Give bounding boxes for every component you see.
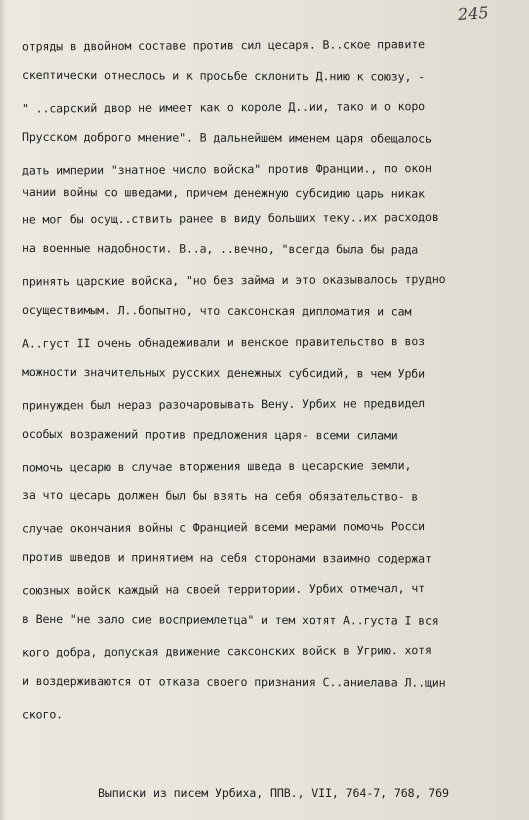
text-line: ского. xyxy=(21,706,64,722)
text-line: союзных войск каждый на своей территории. Урбих отмечал, чт xyxy=(21,581,426,598)
text-line: Прусском доброго мнение". В дальнейшем именем царя обещалось xyxy=(21,129,432,146)
text-line: особых возражений против предложения царя- всеми силами xyxy=(21,426,398,443)
text-line: случае окончания войны с Францией всеми мерами помочь Росси xyxy=(21,519,426,536)
text-line: на военные надобности. В..а, ..вечно, "всегда была бы рада xyxy=(21,241,419,257)
text-line: скептически отнеслось и к просьбе склонить Д.нию к союзу, - xyxy=(21,67,426,84)
text-line: осуществимым. Л..бопытно, что саксонская дипломатия и сам xyxy=(21,303,412,319)
text-line: " ..сарский двор не имеет как о короле Д..ии, тако и о коро xyxy=(21,98,426,116)
body-text xyxy=(22,30,521,729)
page-edge-shadow xyxy=(0,0,6,820)
text-line: дать империи "знатное число войска" против Франции., по окон xyxy=(21,160,432,178)
page-number: 245 xyxy=(457,2,490,25)
text-line: за что цесарь должен был бы взять на себя обязательство- в xyxy=(21,488,419,505)
text-line: в Вене "не зало сие восприемлетца" и тем хотят А..густа I вся xyxy=(21,611,439,628)
text-line: и воздерживаются от отказа своего признания С..аниелава Л..щин xyxy=(21,673,446,690)
text-line: принять царские войска, "но без займа и это оказывалось трудно xyxy=(21,272,446,289)
text-line: А..густ II очень обнадеживали и венское правительство в воз xyxy=(21,334,426,351)
text-line: не мог бы осущ..ствить ранее в виду больших теку..их расходов xyxy=(21,210,439,227)
text-line: чании войны со шведами, причем денежную субсидию царь никак xyxy=(21,185,426,202)
text-line: принужден был нераз разочаровывать Вену. Урбих не предвидел xyxy=(21,395,426,413)
text-line: кого добра, допуская движение саксонских войск в Угрию. хотя xyxy=(21,642,432,660)
text-line: отряды в двойном составе против сил цесаря. В..ское правите xyxy=(21,37,426,54)
footnote: Выписки из писем Урбиха, ППВ., VII, 764-7, 768, 769 xyxy=(98,786,449,800)
text-line: помочь цесарю в случае вторжения шведа в цесарские земли, xyxy=(21,457,412,475)
text-line: можности значительных русских денежных субсидий, в чем Урби xyxy=(21,364,426,381)
text-line: против шведов и принятием на себя сторонами взаимно содержат xyxy=(21,550,432,566)
